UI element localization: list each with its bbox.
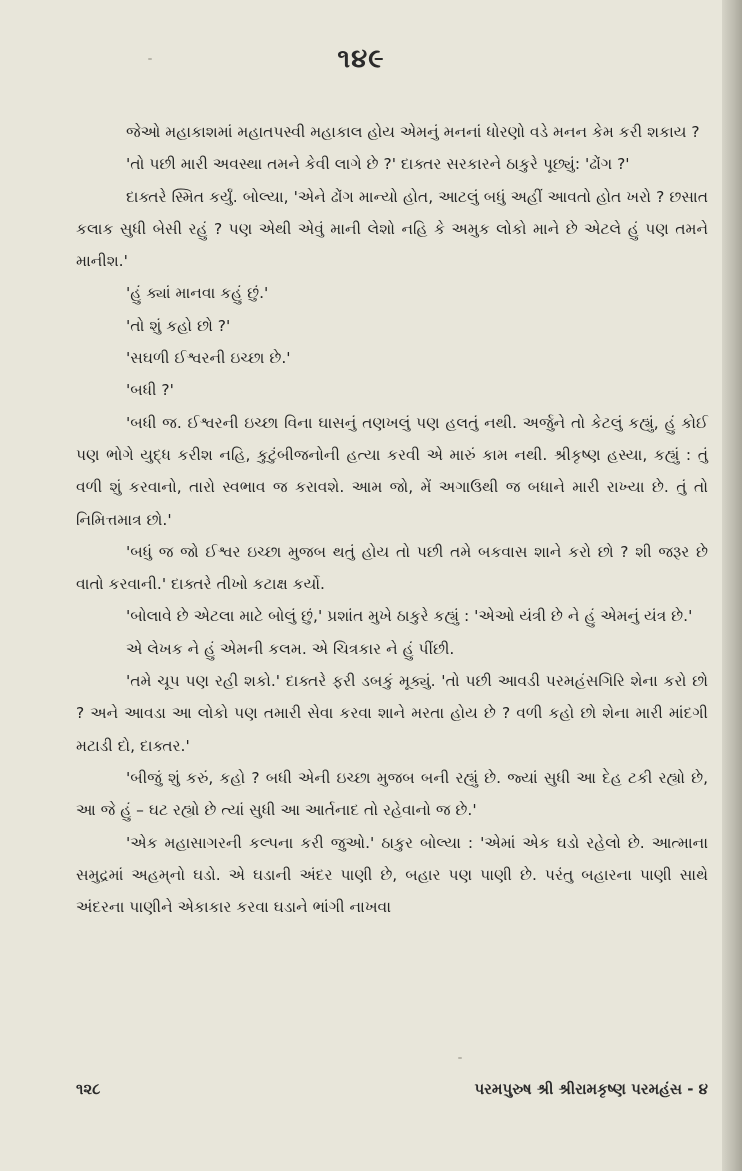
paragraph: 'બોલાવે છે એટલા માટે બોલું છું,' પ્રશાંત મુખે ઠાકુરે કહ્યું : 'એઓ યંત્રી છે ને હું એમનું યંત્ર છે.' xyxy=(126,607,693,626)
paragraph: 'તો શું કહો છો ?' xyxy=(126,316,231,335)
paragraph: 'બધી જ. ઈશ્વરની ઇચ્છા વિના ઘાસનું તણખલું પણ હલતું નથી. અર્જુને તો કેટલું કહ્યું, હું કોઈ પણ ભોગે યુદ્ધ કરીશ નહિ, કુટુંબીજનોની હત્યા કરવી એ મારું કામ નથી. શ્રીકૃષ્ણ હસ્યા, કહ્યું : તું વળી શું કરવાનો, તારો સ્વભાવ જ કરાવશે. આમ જો, મેં અગાઉથી જ બધાને મારી રાખ્યા છે. તું તો નિમિત્તમાત્ર છો.' xyxy=(76,413,708,529)
paragraph: 'બીજું શું કરું, કહો ? બધી એની ઇચ્છા મુજબ બની રહ્યું છે. જ્યાં સુધી આ દેહ ટકી રહ્યો છે, આ જે હું – ઘટ રહ્યો છે ત્યાં સુધી આ આર્તનાદ તો રહેવાનો જ છે.' xyxy=(76,768,708,820)
body-text xyxy=(76,116,708,923)
paragraph: 'એક મહાસાગરની કલ્પના કરી જુઓ.' ઠાકુર બોલ્યા : 'એમાં એક ઘડો રહેલો છે. આત્માના સમુદ્રમાં અહમ્‌નો ઘડો. એ ઘડાની અંદર પાણી છે, બહાર પણ પાણી છે. પરંતુ બહારના પાણી સાથે અંદરના પાણીને એકાકાર કરવા ઘડાને ભાંગી નાખવા xyxy=(76,833,708,917)
paragraph: 'બધું જ જો ઈશ્વર ઇચ્છા મુજબ થતું હોય તો પછી તમે બકવાસ શાને કરો છો ? શી જરૂર છે વાતો કરવાની.' દાક્તરે તીખો કટાક્ષ કર્યો. xyxy=(76,542,708,594)
paragraph: 'તો પછી મારી અવસ્થા તમને કેવી લાગે છે ?' દાક્તર સરકારને ઠાકુરે પૂછ્યું: 'ઢોંગ ?' xyxy=(126,155,630,174)
print-speck xyxy=(458,1057,462,1059)
page-number: ૧૨૮ xyxy=(76,1080,101,1098)
paragraph: જેઓ મહાકાશમાં મહાતપસ્વી મહાકાલ હોય એમનું મનનાં ધોરણો વડે મનન કેમ કરી શકાય ? xyxy=(126,123,700,141)
paragraph: દાક્તરે સ્મિત કર્યું. બોલ્યા, 'એને ઢોંગ માન્યો હોત, આટલું બધું અહીં આવતો હોત ખરો ? છસાત કલાક સુધી બેસી રહું ? પણ એથી એવું માની લેશો નહિ કે અમુક લોકો માને છે એટલે હું પણ તમને માનીશ.' xyxy=(76,187,708,271)
paragraph: 'તમે ચૂપ પણ રહી શકો.' દાક્તરે ફરી ડબકું મૂક્યું. 'તો પછી આવડી પરમહંસગિરિ શેના કરો છો ? અને આવડા આ લોકો પણ તમારી સેવા કરવા શાને મરતા હોય છે ? વળી કહો છો શેના મારી માંદગી મટાડી દો, દાક્તર.' xyxy=(76,672,708,755)
page-edge-shadow xyxy=(722,0,742,1171)
paragraph: 'સઘળી ઈશ્વરની ઇચ્છા છે.' xyxy=(126,349,291,368)
running-book-title: પરમપુરુષ શ્રી શ્રીરામકૃષ્ણ પરમહંસ - ૪ xyxy=(474,1080,708,1098)
paragraph: 'બધી ?' xyxy=(126,381,174,400)
paragraph: 'હું ક્યાં માનવા કહું છું.' xyxy=(126,284,269,303)
chapter-number: ૧૪૯ xyxy=(337,44,385,74)
paragraph: એ લેખક ને હું એમની કલમ. એ ચિત્રકાર ને હું પીંછી. xyxy=(126,639,455,658)
